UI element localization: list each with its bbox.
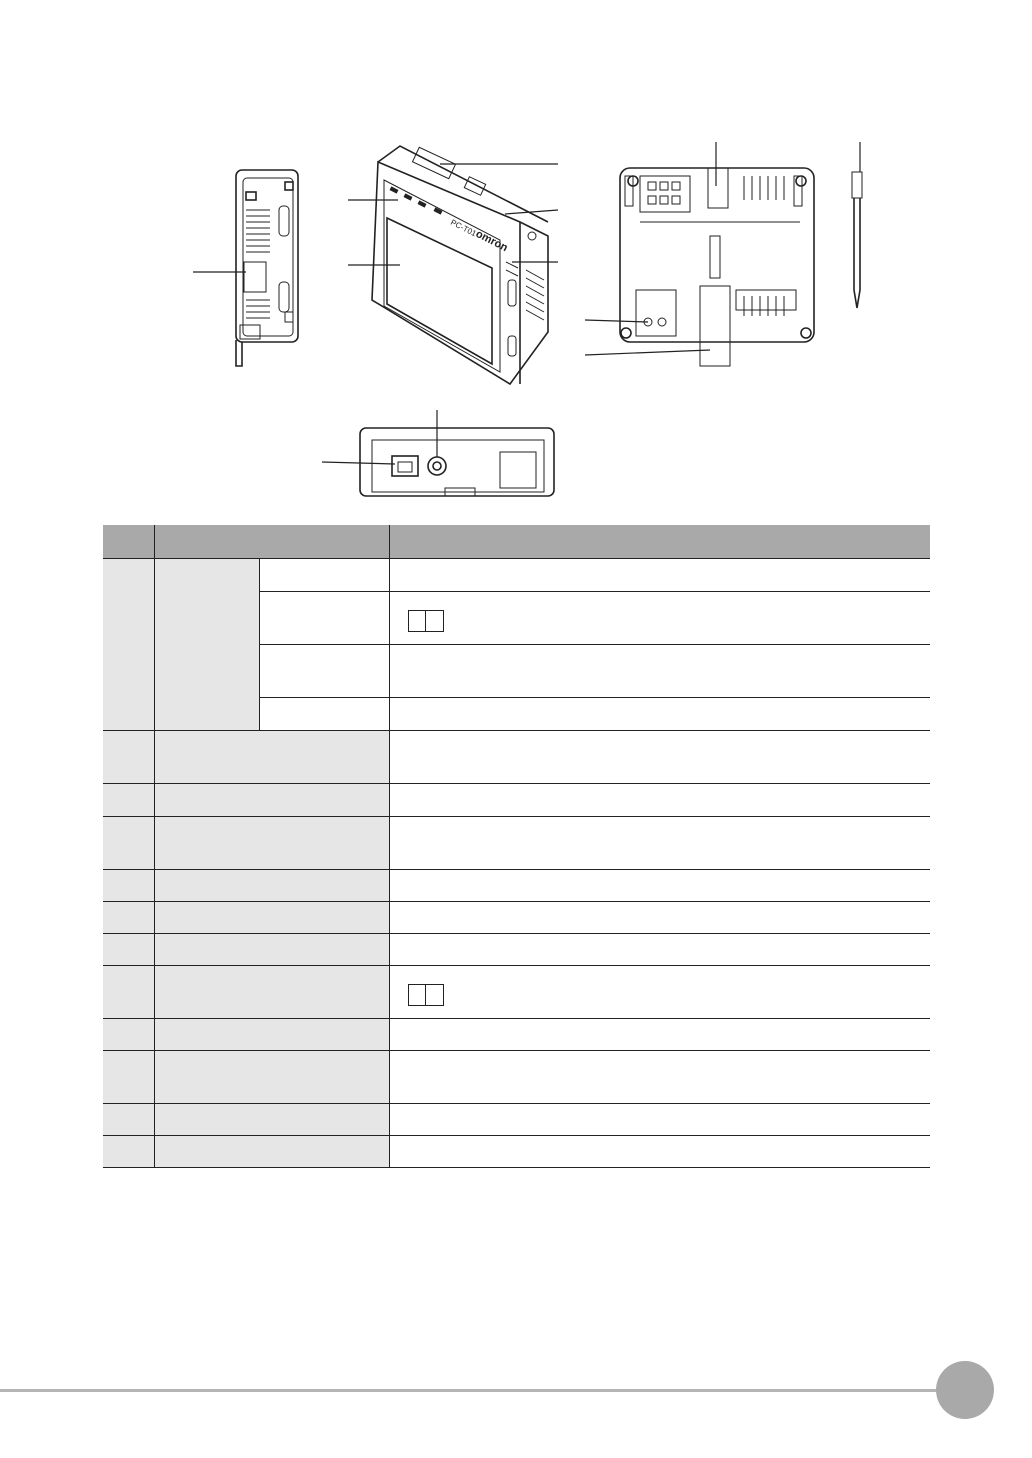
table-row: [103, 934, 930, 966]
table-header-row: [103, 525, 930, 559]
header-description: [389, 525, 930, 559]
side-view: [236, 170, 298, 366]
header-name: [154, 525, 389, 559]
bottom-view: [360, 428, 554, 496]
stylus: [852, 172, 862, 308]
model-text: PC-T01: [449, 217, 478, 239]
table-row: [103, 966, 930, 1019]
table-row: [103, 1051, 930, 1104]
table-row: [103, 817, 930, 870]
logo-text: omron: [473, 227, 510, 255]
table-row: [103, 559, 930, 592]
footer-divider: [0, 1389, 960, 1392]
table-row: [103, 731, 930, 784]
table-row: [103, 1136, 930, 1168]
header-no: [103, 525, 154, 559]
table-row: [103, 784, 930, 817]
device-illustration: [0, 0, 1032, 515]
table-row: [103, 1104, 930, 1136]
table-row: [103, 870, 930, 902]
back-view: [620, 168, 814, 366]
page-number-badge: [936, 1361, 994, 1419]
table-row: [103, 1019, 930, 1051]
manual-reference-icon: [408, 610, 444, 632]
manual-reference-icon: [408, 984, 444, 1006]
parts-table: [103, 525, 930, 1168]
table-row: [103, 902, 930, 934]
